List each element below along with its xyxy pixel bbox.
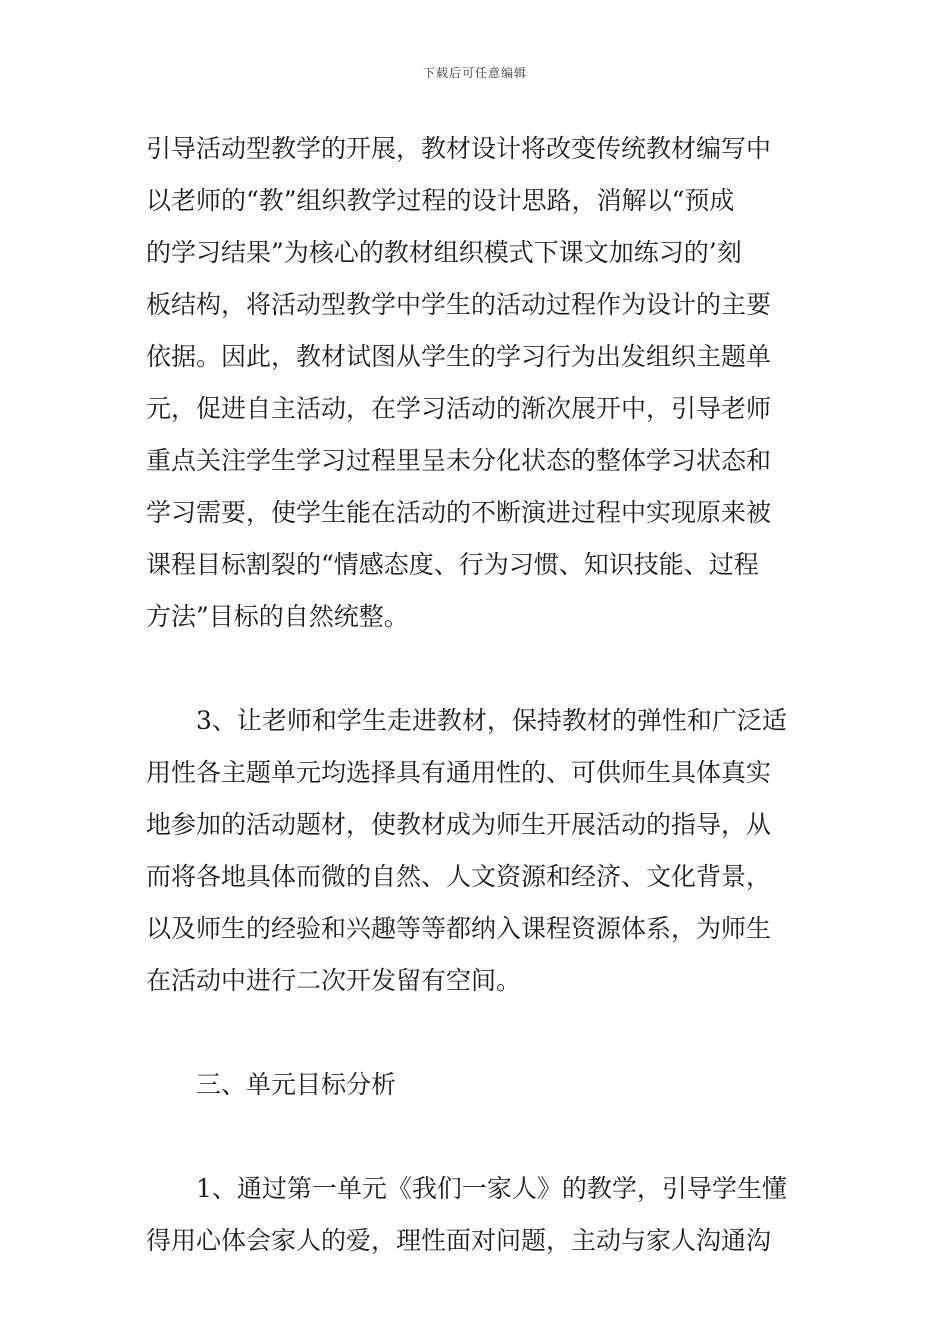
section-heading: 三、单元目标分析 [196, 1070, 397, 1099]
text-line: 3、让老师和学生走进教材，保持教材的弹性和广泛适 [196, 706, 787, 735]
text-line: 重点关注学生学习过程里呈未分化状态的整体学习状态和 [146, 446, 772, 475]
text-line: 以老师的“教”组织教学过程的设计思路，消解以“预成 [146, 186, 735, 215]
text-line: 元，促进自主活动，在学习活动的渐次展开中，引导老师 [146, 394, 772, 423]
text-line: 地参加的活动题材，使教材成为师生开展活动的指导，从 [146, 810, 772, 839]
text-line: 的学习结果”为核心的教材组织模式下课文加练习的’刻 [146, 238, 742, 267]
text-line: 板结构，将活动型教学中学生的活动过程作为设计的主要 [146, 290, 772, 319]
text-line: 得用心体会家人的爱，理性面对问题，主动与家人沟通沟 [146, 1226, 772, 1255]
text-line: 引导活动型教学的开展，教材设计将改变传统教材编写中 [146, 134, 772, 163]
text-line: 以及师生的经验和兴趣等等都纳入课程资源体系，为师生 [146, 914, 772, 943]
text-line: 而将各地具体而微的自然、人文资源和经济、文化背景， [146, 862, 772, 891]
text-line: 在活动中进行二次开发留有空间。 [146, 966, 522, 995]
text-line: 方法”目标的自然统整。 [146, 602, 409, 631]
text-line: 学习需要，使学生能在活动的不断演进过程中实现原来被 [146, 498, 772, 527]
text-line: 课程目标割裂的“情感态度、行为习惯、知识技能、过程 [146, 550, 759, 579]
text-line: 1、通过第一单元《我们一家人》的教学，引导学生懂 [196, 1174, 787, 1203]
text-line: 依据。因此，教材试图从学生的学习行为出发组织主题单 [146, 342, 772, 371]
page-header: 下载后可任意编辑 [422, 66, 527, 80]
text-line: 用性各主题单元均选择具有通用性的、可供师生具体真实 [146, 758, 772, 787]
